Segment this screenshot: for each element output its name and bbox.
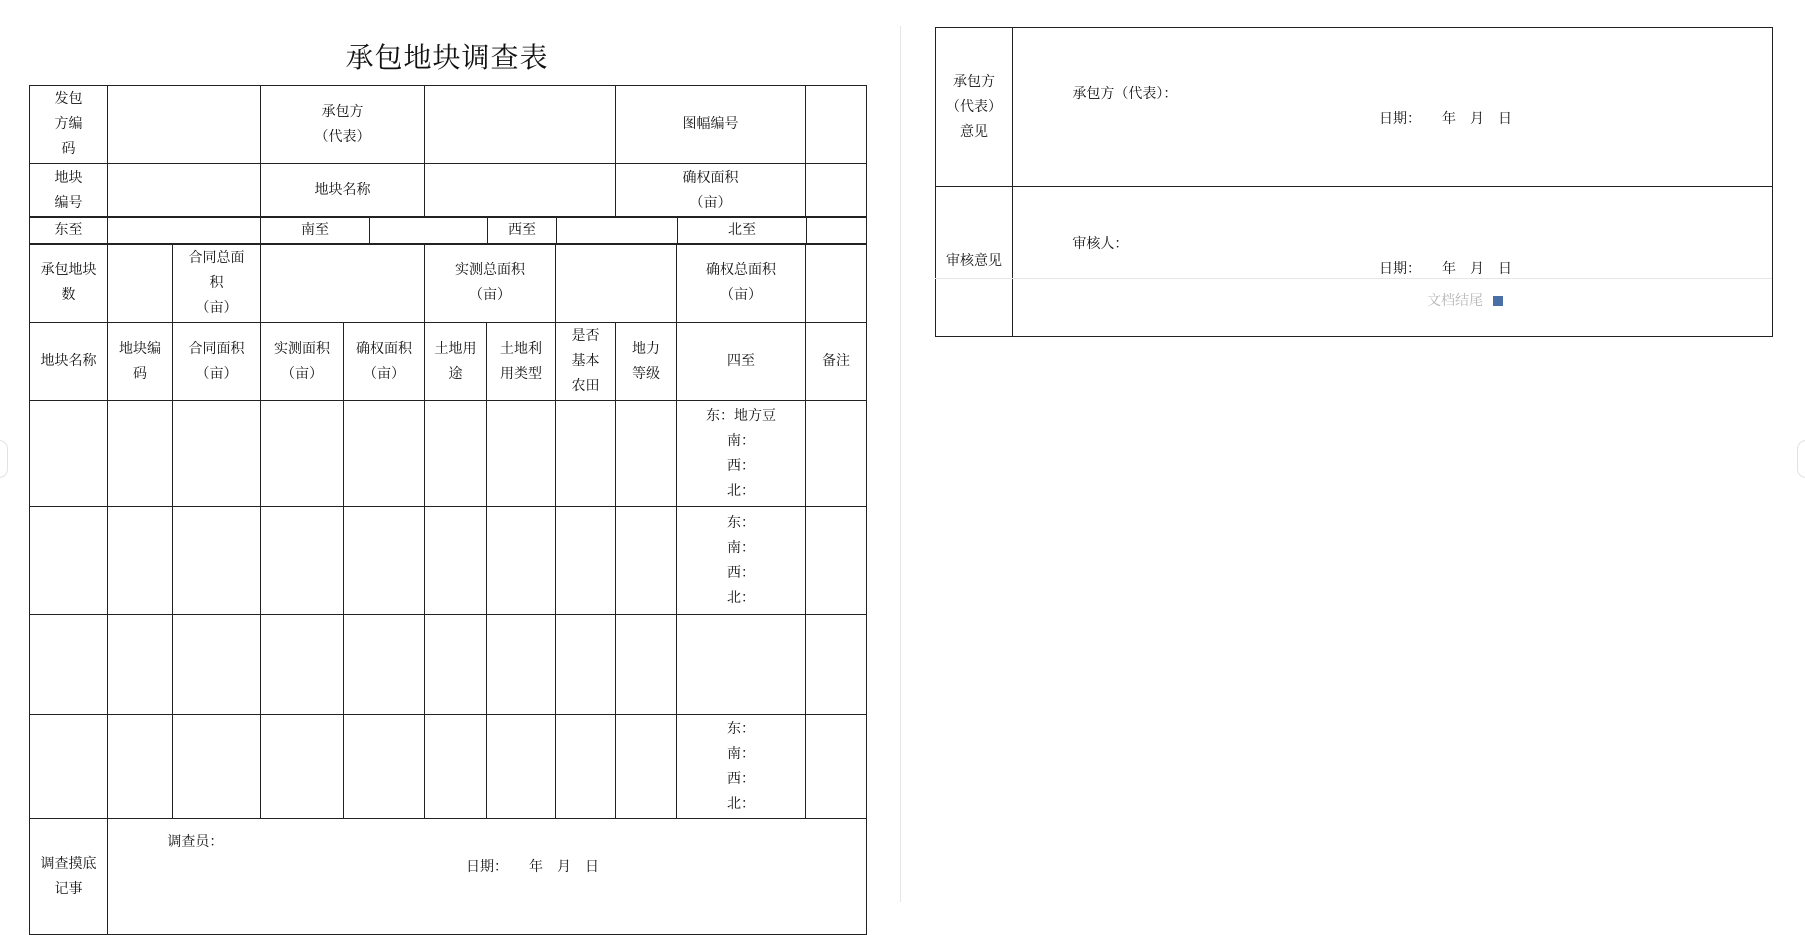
cell[interactable] (261, 401, 344, 507)
west-label: 西至 (488, 217, 557, 245)
cell[interactable] (556, 715, 616, 819)
north-label: 北至 (678, 217, 807, 245)
page-divider (900, 26, 901, 902)
confirmed-total-label: 确权总面积 （亩） (677, 244, 806, 323)
cell[interactable] (30, 615, 108, 715)
boundaries-cell[interactable] (677, 615, 806, 715)
cell[interactable] (108, 715, 173, 819)
west-field[interactable] (557, 217, 678, 245)
plot-count-field[interactable] (108, 244, 173, 323)
plot-detail-table (29, 243, 867, 935)
header-remarks: 备注 (806, 323, 867, 401)
cell[interactable] (108, 615, 173, 715)
review-opinion-label: 审核意见 (936, 187, 1013, 337)
cell[interactable] (556, 615, 616, 715)
header-basic-farmland: 是否 基本 农田 (556, 323, 616, 401)
header-land-use-type: 土地利 用类型 (487, 323, 556, 401)
cell[interactable] (344, 715, 425, 819)
cell[interactable] (487, 615, 556, 715)
cell[interactable] (173, 615, 261, 715)
header-contract-area: 合同面积 （亩） (173, 323, 261, 401)
east-field[interactable] (108, 217, 261, 245)
header-boundaries: 四至 (677, 323, 806, 401)
header-measured-area: 实测面积 （亩） (261, 323, 344, 401)
cell[interactable] (806, 715, 867, 819)
plot-code-field[interactable] (108, 164, 261, 218)
plot-count-label: 承包地块 数 (30, 244, 108, 323)
review-opinion-field[interactable] (1013, 187, 1773, 337)
header-plot-name: 地块名称 (30, 323, 108, 401)
end-mark-text: 文档结尾 (1427, 293, 1483, 309)
contractor-field[interactable] (425, 86, 616, 164)
contractor-date-label: 日期： 年 月 日 (1379, 111, 1512, 127)
document-end-mark (1427, 290, 1503, 310)
cell[interactable] (173, 507, 261, 615)
cell[interactable] (344, 401, 425, 507)
cell[interactable] (425, 507, 487, 615)
surveyor-label: 调查员： (167, 834, 224, 850)
header-land-use: 土地用 途 (425, 323, 487, 401)
cell[interactable] (425, 615, 487, 715)
header-soil-grade: 地力 等级 (616, 323, 677, 401)
review-date-label: 日期： 年 月 日 (1379, 261, 1512, 277)
cell[interactable] (30, 507, 108, 615)
reviewer-label: 审核人： (1072, 236, 1129, 252)
plot-name-label: 地块名称 (261, 164, 425, 218)
cell[interactable] (30, 401, 108, 507)
confirmed-area-label: 确权面积 （亩） (616, 164, 806, 218)
boundaries-cell[interactable]: 东： 南： 西： 北： (677, 715, 806, 819)
north-field[interactable] (807, 217, 867, 245)
survey-date-label: 日期： 年 月 日 (466, 859, 599, 875)
cell[interactable] (487, 507, 556, 615)
cell[interactable] (261, 715, 344, 819)
cell[interactable] (806, 401, 867, 507)
cell[interactable] (487, 401, 556, 507)
contractor-opinion-field[interactable] (1013, 28, 1773, 187)
contract-total-label: 合同总面 积 （亩） (173, 244, 261, 323)
next-page-arrow[interactable] (1797, 440, 1805, 478)
survey-notes-label: 调查摸底 记事 (30, 819, 108, 935)
contract-total-field[interactable] (261, 244, 425, 323)
south-field[interactable] (370, 217, 488, 245)
confirmed-area-field[interactable] (806, 164, 867, 218)
cell[interactable] (616, 615, 677, 715)
cell[interactable] (425, 715, 487, 819)
survey-notes-field[interactable] (108, 819, 867, 935)
survey-notes-row (30, 819, 867, 935)
east-label: 东至 (30, 217, 108, 245)
end-rule (935, 278, 1772, 279)
measured-total-field[interactable] (556, 244, 677, 323)
contractor-signer-label: 承包方（代表）： (1072, 86, 1178, 102)
document-title: 承包地块调查表 (345, 41, 549, 74)
square-icon (1493, 296, 1503, 306)
cell[interactable] (806, 615, 867, 715)
plot-summary-table (29, 85, 867, 218)
cell[interactable] (344, 507, 425, 615)
issuer-code-field[interactable] (108, 86, 261, 164)
table-row (30, 507, 867, 615)
boundaries-cell[interactable]: 东：地方豆 南： 西： 北： (677, 401, 806, 507)
cell[interactable] (173, 401, 261, 507)
cell[interactable] (108, 507, 173, 615)
cell[interactable] (261, 615, 344, 715)
header-confirmed-area: 确权面积 （亩） (344, 323, 425, 401)
table-row (30, 715, 867, 819)
cell[interactable] (616, 401, 677, 507)
contractor-opinion-label: 承包方 （代表） 意见 (936, 28, 1013, 187)
prev-page-arrow[interactable] (0, 440, 8, 478)
map-sheet-label: 图幅编号 (616, 86, 806, 164)
south-label: 南至 (261, 217, 370, 245)
opinion-table (935, 27, 1773, 337)
contractor-label: 承包方 （代表） (261, 86, 425, 164)
cell[interactable] (616, 715, 677, 819)
cell[interactable] (556, 401, 616, 507)
cell[interactable] (616, 507, 677, 615)
cell[interactable] (487, 715, 556, 819)
measured-total-label: 实测总面积 （亩） (425, 244, 556, 323)
column-header-row (30, 323, 867, 401)
cell[interactable] (30, 715, 108, 819)
issuer-code-label: 发包 方编 码 (30, 86, 108, 164)
plot-name-field[interactable] (425, 164, 616, 218)
cell[interactable] (556, 507, 616, 615)
cell[interactable] (344, 615, 425, 715)
header-plot-code: 地块编 码 (108, 323, 173, 401)
cell[interactable] (806, 507, 867, 615)
cell[interactable] (261, 507, 344, 615)
map-sheet-field[interactable] (806, 86, 867, 164)
boundary-row-table (29, 216, 867, 245)
cell[interactable] (108, 401, 173, 507)
confirmed-total-field[interactable] (806, 244, 867, 323)
cell[interactable] (173, 715, 261, 819)
boundaries-cell[interactable]: 东： 南： 西： 北： (677, 507, 806, 615)
table-row (30, 615, 867, 715)
plot-code-label: 地块 编号 (30, 164, 108, 218)
cell[interactable] (425, 401, 487, 507)
table-row (30, 401, 867, 507)
